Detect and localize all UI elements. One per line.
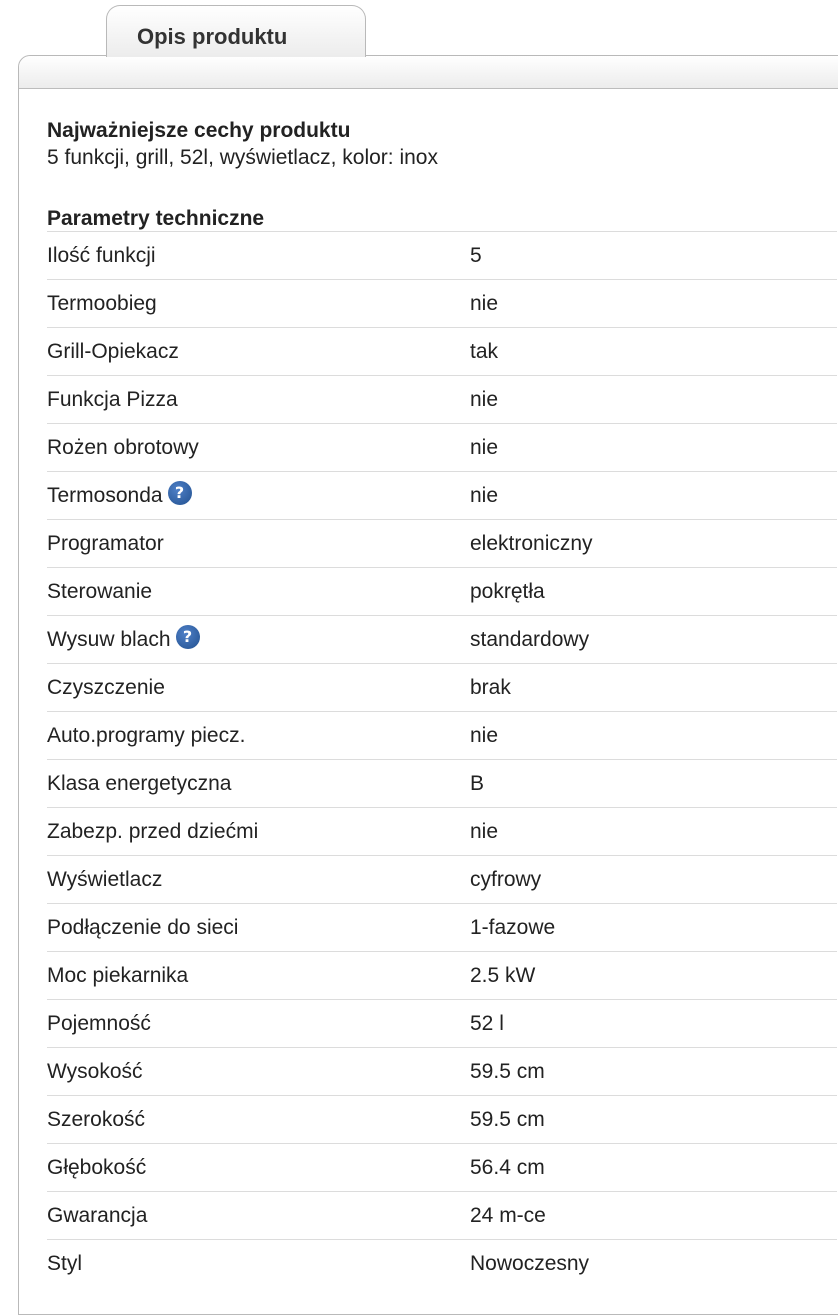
param-row bbox=[47, 952, 837, 1000]
param-value: nie bbox=[470, 292, 499, 315]
param-label-text: Programator bbox=[47, 532, 164, 555]
param-value: cyfrowy bbox=[470, 868, 542, 891]
param-label-text: Zabezp. przed dziećmi bbox=[47, 820, 259, 843]
param-label bbox=[47, 712, 245, 759]
param-label bbox=[47, 280, 157, 327]
param-row bbox=[47, 904, 837, 952]
param-label-text: Wyświetlacz bbox=[47, 868, 163, 891]
param-label bbox=[47, 856, 162, 903]
param-label-text: Głębokość bbox=[47, 1156, 147, 1179]
param-value: 52 l bbox=[470, 1012, 504, 1035]
param-value: tak bbox=[470, 340, 499, 363]
param-row bbox=[47, 1048, 837, 1096]
param-label bbox=[47, 424, 199, 471]
param-label-text: Styl bbox=[47, 1252, 83, 1275]
param-row bbox=[47, 568, 837, 616]
question-mark-icon[interactable]: ? bbox=[168, 481, 192, 505]
param-value: nie bbox=[470, 388, 499, 411]
param-label bbox=[47, 472, 192, 519]
panel-content bbox=[47, 118, 837, 1288]
param-row bbox=[47, 1096, 837, 1144]
param-label-text: Wysokość bbox=[47, 1060, 143, 1083]
param-label-text: Termosonda bbox=[47, 484, 163, 507]
param-label-text: Gwarancja bbox=[47, 1204, 148, 1227]
param-row bbox=[47, 712, 837, 760]
param-label bbox=[47, 232, 156, 279]
features-title: Najważniejsze cechy produktu bbox=[47, 119, 351, 142]
param-label-text: Ilość funkcji bbox=[47, 244, 156, 267]
param-label bbox=[47, 1048, 143, 1095]
param-value: 1-fazowe bbox=[470, 916, 556, 939]
param-label-text: Grill-Opiekacz bbox=[47, 340, 179, 363]
param-row bbox=[47, 808, 837, 856]
param-value: elektroniczny bbox=[470, 532, 593, 555]
param-row bbox=[47, 376, 837, 424]
param-label-text: Auto.programy piecz. bbox=[47, 724, 246, 747]
params-table bbox=[47, 232, 837, 1288]
param-value: nie bbox=[470, 436, 499, 459]
param-value: 24 m-ce bbox=[470, 1204, 546, 1227]
param-label bbox=[47, 328, 179, 375]
param-value: 56.4 cm bbox=[470, 1156, 545, 1179]
param-label-text: Szerokość bbox=[47, 1108, 146, 1131]
param-row bbox=[47, 280, 837, 328]
tab-opis-produktu[interactable] bbox=[106, 5, 366, 57]
params-header bbox=[47, 206, 837, 232]
param-label-text: Sterowanie bbox=[47, 580, 153, 603]
param-row bbox=[47, 616, 837, 664]
param-label bbox=[47, 520, 164, 567]
param-label-text: Pojemność bbox=[47, 1012, 151, 1035]
param-value: 5 bbox=[470, 244, 482, 267]
param-value: 59.5 cm bbox=[470, 1060, 545, 1083]
features-text: 5 funkcji, grill, 52l, wyświetlacz, kolor: inox bbox=[47, 146, 438, 169]
param-label bbox=[47, 1096, 145, 1143]
param-row bbox=[47, 232, 837, 280]
param-label bbox=[47, 1240, 82, 1287]
param-label-text: Funkcja Pizza bbox=[47, 388, 178, 411]
param-row bbox=[47, 328, 837, 376]
param-label-text: Czyszczenie bbox=[47, 676, 165, 699]
param-label bbox=[47, 760, 231, 807]
param-label bbox=[47, 376, 178, 423]
param-row bbox=[47, 664, 837, 712]
param-label bbox=[47, 568, 152, 615]
param-label bbox=[47, 1144, 146, 1191]
param-row bbox=[47, 520, 837, 568]
param-label-text: Rożen obrotowy bbox=[47, 436, 199, 459]
param-value: standardowy bbox=[470, 628, 590, 651]
param-value: nie bbox=[470, 724, 499, 747]
param-value: pokrętła bbox=[470, 580, 545, 603]
param-row bbox=[47, 856, 837, 904]
params-title: Parametry techniczne bbox=[47, 207, 265, 230]
param-label bbox=[47, 952, 188, 999]
param-row bbox=[47, 1144, 837, 1192]
param-value: 59.5 cm bbox=[470, 1108, 545, 1131]
param-label bbox=[47, 904, 238, 951]
param-row bbox=[47, 424, 837, 472]
param-label-text: Termoobieg bbox=[47, 292, 157, 315]
param-row bbox=[47, 1192, 837, 1240]
param-label bbox=[47, 1192, 147, 1239]
param-label-text: Klasa energetyczna bbox=[47, 772, 232, 795]
param-row bbox=[47, 760, 837, 808]
param-value: 2.5 kW bbox=[470, 964, 536, 987]
param-label bbox=[47, 808, 258, 855]
param-label bbox=[47, 1000, 151, 1047]
param-label-text: Podłączenie do sieci bbox=[47, 916, 239, 939]
param-label bbox=[47, 664, 165, 711]
param-row bbox=[47, 1000, 837, 1048]
param-label bbox=[47, 616, 200, 663]
tab-label: Opis produktu bbox=[137, 24, 288, 49]
param-row bbox=[47, 472, 837, 520]
product-description-panel bbox=[18, 55, 838, 1315]
param-label-text: Wysuw blach bbox=[47, 628, 171, 651]
param-value: B bbox=[470, 772, 485, 795]
param-row bbox=[47, 1240, 837, 1288]
param-value: brak bbox=[470, 676, 511, 699]
param-value: Nowoczesny bbox=[470, 1252, 590, 1275]
question-mark-icon[interactable]: ? bbox=[176, 625, 200, 649]
param-label-text: Moc piekarnika bbox=[47, 964, 189, 987]
panel-header bbox=[19, 56, 838, 89]
param-value: nie bbox=[470, 820, 499, 843]
param-value: nie bbox=[470, 484, 499, 507]
